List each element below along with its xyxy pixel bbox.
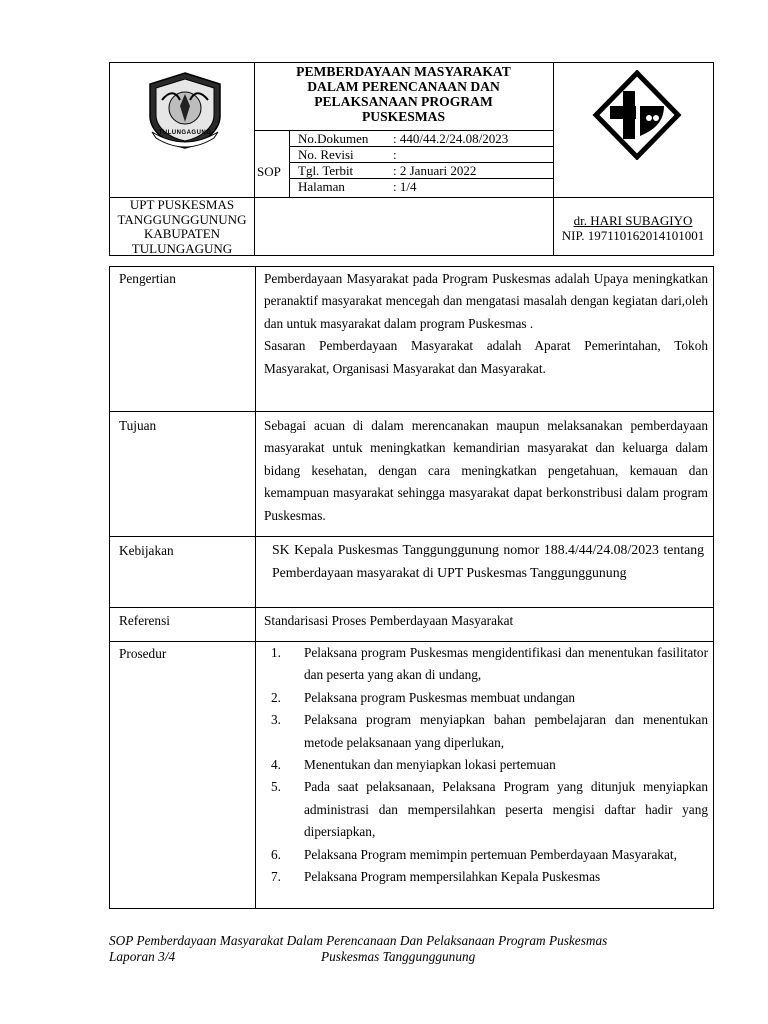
doc-row-value: : 440/44.2/24.08/2023 <box>393 131 509 146</box>
title-line: PEMBERDAYAAN MASYARAKAT <box>296 64 511 79</box>
signer-name: dr. HARI SUBAGIYO <box>573 213 693 228</box>
procedure-step: 6. Pelaksana Program memimpin pertemuan Pemberdayaan Masyarakat, <box>271 846 677 862</box>
paragraph: Pemberdayaan Masyarakat pada Program Puskesmas adalah Upaya meningkatkan peranaktif masyarakat mencegah dan mengatasi masalah dengan kegiatan dari,oleh dan untuk masyarakat dalam program Puskesmas . <box>264 271 708 331</box>
title-line: DALAM PERENCANAAN DAN <box>307 79 500 94</box>
procedure-step-text: Pada saat pelaksanaan, Pelaksana Program yang ditunjuk menyiapkan administrasi dan mempersilahkan peserta mengisi daftar hadir yang dipersiapkan, <box>304 779 708 840</box>
signer-nip: NIP. 197110162014101001 <box>561 228 705 243</box>
puskesmas-logo <box>592 70 682 160</box>
procedure-step: 5. Pada saat pelaksanaan, Pelaksana Program yang ditunjuk menyiapkan administrasi dan mempersilahkan peserta mengisi daftar hadir yang dipersiapkan, <box>271 779 708 840</box>
sop-label: SOP <box>257 164 281 179</box>
section-body-referensi: Standarisasi Proses Pemberdayaan Masyarakat <box>264 613 514 628</box>
org-line: TANGGUNGGUNUNG <box>117 211 247 227</box>
section-label-referensi: Referensi <box>119 613 170 628</box>
procedure-step: 2. Pelaksana program Puskesmas membuat undangan <box>271 689 576 705</box>
doc-row-label: No. Revisi <box>298 147 354 162</box>
procedure-step: 3. Pelaksana program menyiapkan bahan pembelajaran dan menentukan metode pelaksanaan yang diperlukan, <box>271 712 708 750</box>
footer-line: SOP Pemberdayaan Masyarakat Dalam Perencanaan Dan Pelaksanaan Program Puskesmas <box>109 933 608 948</box>
procedure-step-text: Pelaksana program Puskesmas mengidentifikasi dan menentukan fasilitator dan peserta yang akan di undang, <box>304 645 708 683</box>
procedure-list <box>263 642 708 908</box>
doc-row-value: : <box>393 147 397 162</box>
section-body-tujuan: Sebagai acuan di dalam merencanakan maupun melaksanakan pemberdayaan masyarakat untuk meningkatkan kemandirian masyarakat dan keluarga dalam bidang kesehatan, dengan cara meningkatkan pengetahuan, kemauan dan kemampuan masyarakat sehingga masyarakat dapat berkonstribusi dalam program Puskesmas. <box>264 418 708 523</box>
org-line: UPT PUSKESMAS <box>129 197 235 212</box>
section-label-prosedur: Prosedur <box>119 646 167 661</box>
procedure-step-text: Pelaksana program menyiapkan bahan pembelajaran dan menentukan metode pelaksanaan yang diperlukan, <box>304 712 708 750</box>
procedure-step: 7. Pelaksana Program mempersilahkan Kepala Puskesmas <box>271 869 601 885</box>
section-label-pengertian: Pengertian <box>119 271 176 286</box>
section-label-kebijakan: Kebijakan <box>119 543 174 558</box>
org-line: TULUNGAGUNG <box>131 240 233 256</box>
doc-row-value: : 1/4 <box>393 179 417 194</box>
footer-page: Laporan 3/4 <box>109 949 176 964</box>
regency-logo-text: TULUNGAGUNG <box>158 130 212 136</box>
page-footer <box>109 933 719 965</box>
doc-row-label: No.Dokumen <box>298 131 369 146</box>
regency-logo <box>140 70 230 150</box>
procedure-step-text: Pelaksana program Puskesmas membuat undangan <box>304 689 576 705</box>
org-line: KABUPATEN <box>143 226 221 241</box>
procedure-step: 4. Menentukan dan menyiapkan lokasi pertemuan <box>271 757 556 773</box>
title-line: PELAKSANAAN PROGRAM <box>314 94 493 109</box>
organisation-name <box>109 198 255 256</box>
section-body-kebijakan: SK Kepala Puskesmas Tanggunggunung nomor 188.4/44/24.08/2023 tentang Pemberdayaan masyarakat di UPT Puskesmas Tanggunggunung <box>272 542 704 580</box>
section-body-pengertian <box>264 268 708 380</box>
title-line: PUSKESMAS <box>361 109 446 124</box>
procedure-step: 1. Pelaksana program Puskesmas mengidentifikasi dan menentukan fasilitator dan peserta yang akan di undang, <box>271 645 708 683</box>
doc-row-value: : 2 Januari 2022 <box>393 163 477 178</box>
doc-row-label: Halaman <box>298 179 345 194</box>
footer-org: Puskesmas Tanggunggunung <box>321 949 476 964</box>
procedure-step-text: Menentukan dan menyiapkan lokasi pertemuan <box>304 757 556 773</box>
paragraph: Sasaran Pemberdayaan Masyarakat adalah Aparat Pemerintahan, Tokoh Masyarakat, Organisasi Masyarakat dan Masyarakat. <box>264 338 708 376</box>
signer-block <box>549 213 717 243</box>
section-label-tujuan: Tujuan <box>119 418 157 433</box>
doc-row-label: Tgl. Terbit <box>298 163 354 178</box>
procedure-step-text: Pelaksana Program mempersilahkan Kepala Puskesmas <box>304 869 601 885</box>
procedure-step-text: Pelaksana Program memimpin pertemuan Pemberdayaan Masyarakat, <box>304 846 677 862</box>
document-title <box>256 64 551 124</box>
